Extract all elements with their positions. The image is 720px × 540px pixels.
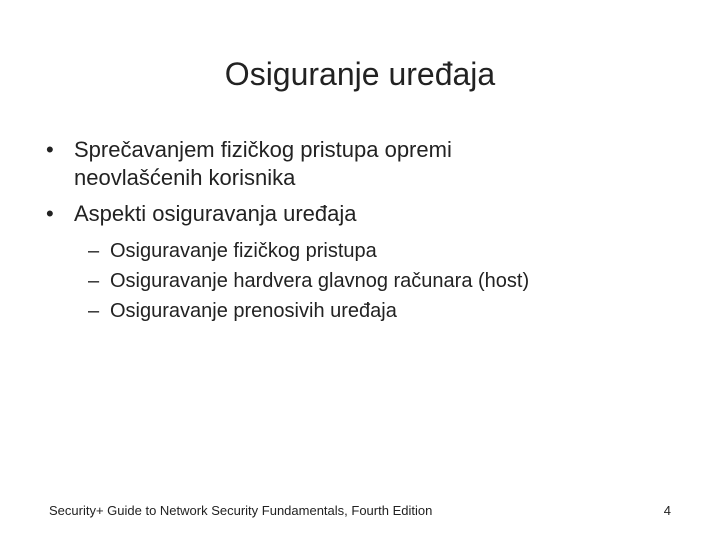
page-number: 4 — [663, 503, 671, 518]
sub-bullet-marker-2: – — [88, 270, 100, 292]
sub-bullet-text-2: Osiguravanje hardvera glavnog računara (host) — [110, 270, 530, 292]
footer-text: Security+ Guide to Network Security Fundamentals, Fourth Edition — [49, 503, 433, 518]
bullet-text-line-1: Sprečavanjem fizičkog pristupa opremi — [74, 137, 452, 162]
sub-bullet-item-1 — [88, 236, 686, 266]
bullet-text-line-2: neovlašćenih korisnika — [74, 165, 296, 190]
sub-bullet-marker-1: – — [88, 240, 100, 262]
bullet-text-1 — [74, 136, 686, 192]
sub-bullet-item-3 — [88, 296, 686, 326]
sub-bullet-marker-3: – — [88, 300, 100, 322]
bullet-item-1 — [46, 136, 686, 192]
bullet-marker-1: • — [46, 137, 54, 162]
slide-title: Osiguranje uređaja — [224, 56, 496, 92]
bullet-item-2 — [46, 200, 686, 228]
bullet-marker-2: • — [46, 201, 54, 226]
slide-footer — [49, 499, 671, 523]
sub-bullet-item-2 — [88, 266, 686, 296]
sub-bullet-text-3: Osiguravanje prenosivih uređaja — [110, 300, 397, 322]
bullet-text-2: Aspekti osiguravanja uređaja — [74, 201, 357, 226]
sub-bullet-text-1: Osiguravanje fizičkog pristupa — [110, 240, 377, 262]
slide-content — [46, 136, 686, 326]
sub-bullet-list — [88, 236, 686, 326]
